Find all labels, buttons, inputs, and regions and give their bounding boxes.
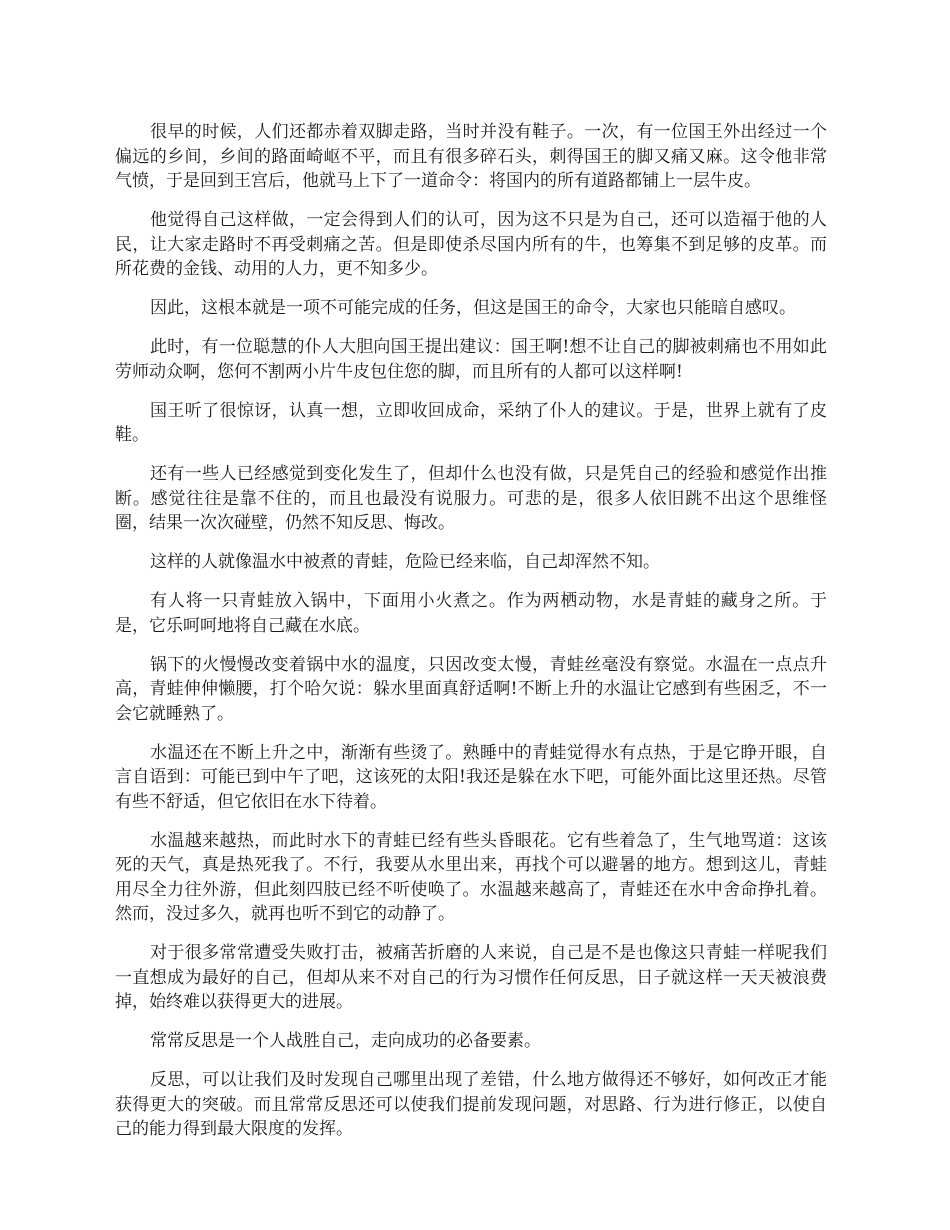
paragraph-12: 对于很多常常遭受失败打击，被痛苦折磨的人来说，自己是不是也像这只青蛙一样呢我们一直想成为最好的自己，但却从来不对自己的行为习惯作任何反思，日子就这样一天天被浪费掉，始终难以获得更大的进展。 [115, 943, 827, 1012]
paragraph-6: 还有一些人已经感觉到变化发生了，但却什么也没有做，只是凭自己的经验和感觉作出推断。感觉往往是靠不住的，而且也最没有说服力。可悲的是，很多人依旧跳不出这个思维怪圈，结果一次次碰壁，仍然不知反思、悔改。 [115, 464, 827, 533]
paragraph-11: 水温越来越热，而此时水下的青蛙已经有些头昏眼花。它有些着急了，生气地骂道：这该死的天气，真是热死我了。不行，我要从水里出来，再找个可以避暑的地方。想到这儿，青蛙用尽全力往外游，但此刻四肢已经不听使唤了。水温越来越高了，青蛙还在水中舍命挣扎着。然而，没过多久，就再也听不到它的动静了。 [115, 830, 827, 924]
paragraph-5: 国王听了很惊讶，认真一想，立即收回成命，采纳了仆人的建议。于是，世界上就有了皮鞋。 [115, 400, 827, 445]
paragraph-9: 锅下的火慢慢改变着锅中水的温度，只因改变太慢，青蛙丝毫没有察觉。水温在一点点升高，青蛙伸伸懒腰，打个哈欠说：躲水里面真舒适啊!不断上升的水温让它感到有些困乏，不一会它就睡熟了。 [115, 654, 827, 724]
paragraph-10: 水温还在不断上升之中，渐渐有些烫了。熟睡中的青蛙觉得水有点热，于是它睁开眼，自言自语到：可能已到中午了吧，这该死的太阳!我还是躲在水下吧，可能外面比这里还热。尽管有些不舒适，但它依旧在水下待着。 [115, 742, 827, 812]
paragraph-1: 很早的时候，人们还都赤着双脚走路，当时并没有鞋子。一次，有一位国王外出经过一个偏远的乡间，乡间的路面崎岖不平，而且有很多碎石头，刺得国王的脚又痛又麻。这令他非常气愤，于是回到王宫后，他就马上下了一道命令：将国内的所有道路都铺上一层牛皮。 [115, 122, 827, 191]
paragraph-3: 因此，这根本就是一项不可能完成的任务，但这是国王的命令，大家也只能暗自感叹。 [150, 298, 796, 318]
paragraph-7: 这样的人就像温水中被煮的青蛙，危险已经来临，自己却浑然不知。 [150, 552, 660, 572]
paragraph-13: 常常反思是一个人战胜自己，走向成功的必备要素。 [150, 1031, 541, 1051]
paragraph-2: 他觉得自己这样做，一定会得到人们的认可，因为这不只是为自己，还可以造福于他的人民，让大家走路时不再受刺痛之苦。但是即使杀尽国内所有的牛，也筹集不到足够的皮革。而所花费的金钱、动用的人力，更不知多少。 [115, 210, 827, 279]
paragraph-4: 此时，有一位聪慧的仆人大胆向国王提出建议：国王啊!想不让自己的脚被刺痛也不用如此劳师动众啊，您何不割两小片牛皮包住您的脚，而且所有的人都可以这样啊! [115, 337, 827, 382]
document-body [115, 120, 827, 1156]
paragraph-8: 有人将一只青蛙放入锅中，下面用小火煮之。作为两栖动物，水是青蛙的藏身之所。于是，它乐呵呵地将自己藏在水底。 [115, 591, 827, 636]
paragraph-14: 反思，可以让我们及时发现自己哪里出现了差错，什么地方做得还不够好，如何改正才能获得更大的突破。而且常常反思还可以使我们提前发现问题，对思路、行为进行修正，以使自己的能力得到最大限度的发挥。 [115, 1070, 827, 1139]
